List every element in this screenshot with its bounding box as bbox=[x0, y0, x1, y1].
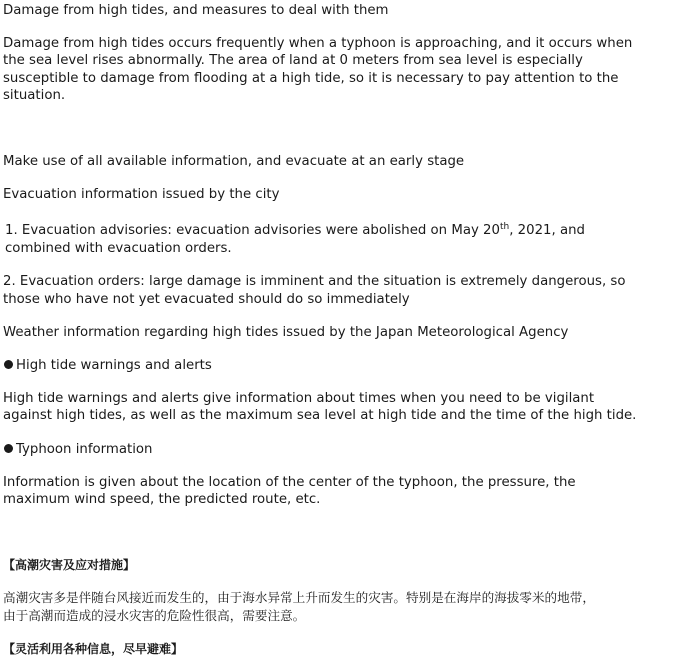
typhoon-line: Information is given about the location of the center of the typhoon, the pressure, the bbox=[3, 475, 576, 490]
intro-line: the sea level rises abnormally. The area of land at 0 meters from sea level is especially bbox=[3, 53, 583, 68]
evacuate-heading: Make use of all available information, and evacuate at an early stage bbox=[3, 154, 465, 169]
advisories-line: 1. Evacuation advisories: evacuation advisories were abolished on May 20th, 2021, and bbox=[5, 222, 585, 238]
bullet-icon bbox=[4, 444, 13, 453]
warnings-line: High tide warnings and alerts give information about times when you need to be vigilant bbox=[3, 391, 595, 406]
zh-line: 由于高潮而造成的浸水灾害的危险性很高，需要注意。 bbox=[3, 608, 306, 623]
page-title: Damage from high tides, and measures to deal with them bbox=[3, 3, 389, 18]
zh-line: 高潮灾害多是伴随台风接近而发生的，由于海水异常上升而发生的灾害。特别是在海岸的海拔零米的地带， bbox=[3, 590, 595, 605]
advisories-line: combined with evacuation orders. bbox=[5, 241, 232, 256]
intro-line: susceptible to damage from flooding at a high tide, so it is necessary to pay attention to the bbox=[3, 71, 619, 86]
typhoon-line: maximum wind speed, the predicted route, etc. bbox=[3, 492, 321, 507]
orders-line: 2. Evacuation orders: large damage is imminent and the situation is extremely dangerous, so bbox=[3, 274, 626, 289]
ordinal-suffix: th bbox=[499, 222, 510, 232]
typhoon-heading: Typhoon information bbox=[4, 441, 152, 459]
intro-line: Damage from high tides occurs frequently when a typhoon is approaching, and it occurs when bbox=[3, 36, 633, 51]
warnings-heading: High tide warnings and alerts bbox=[4, 357, 212, 375]
jma-heading: Weather information regarding high tides issued by the Japan Meteorological Agency bbox=[3, 325, 569, 340]
city-info-heading: Evacuation information issued by the city bbox=[3, 187, 280, 202]
intro-line: situation. bbox=[3, 88, 66, 103]
bullet-icon bbox=[4, 360, 13, 369]
warnings-line: against high tides, as well as the maximum sea level at high tide and the time of the high tide. bbox=[3, 408, 637, 423]
orders-line: those who have not yet evacuated should do so immediately bbox=[3, 292, 410, 307]
zh-heading-evacuate: 【灵活利用各种信息，尽早避难】 bbox=[3, 642, 184, 656]
zh-heading-damage: 【高潮灾害及应对措施】 bbox=[3, 558, 136, 572]
